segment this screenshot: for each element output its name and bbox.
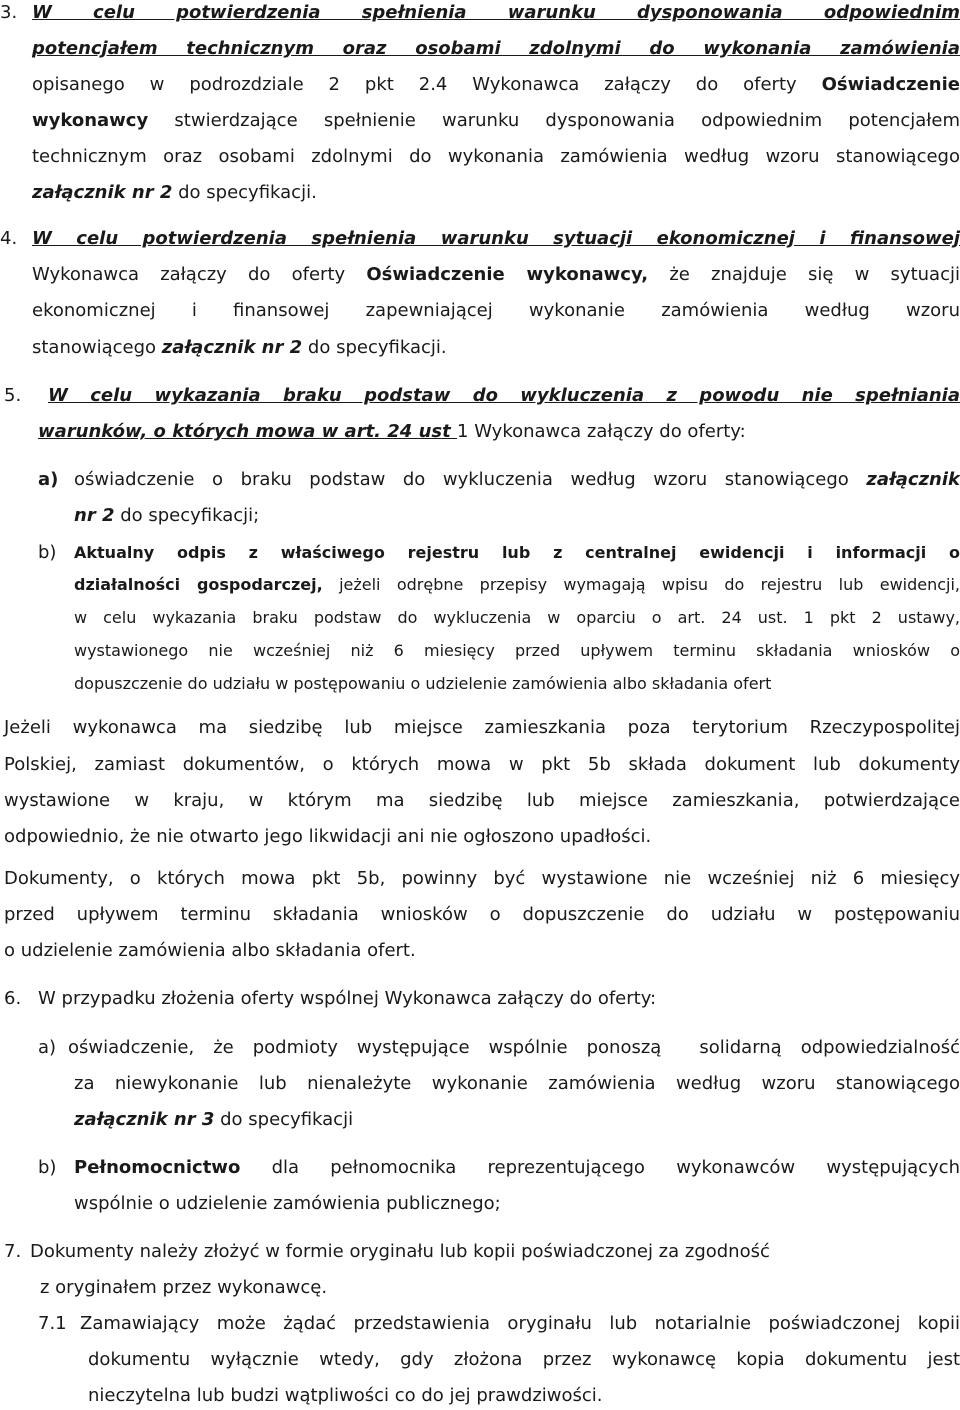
sec6-b-line1 (74, 1157, 960, 1179)
para2-line1: Dokumenty, o których mowa pkt 5b, powinny być wystawione nie wcześniej niż 6 miesięcy (4, 868, 960, 889)
sec4-text-4b: do specyfikacji. (307, 337, 447, 358)
sec6-a-attachment: załącznik nr 3 (74, 1109, 215, 1130)
para1-line1: Jeżeli wykonawca ma siedzibę lub miejsce zamieszkania poza terytorium Rzeczypospolitej (4, 717, 960, 738)
sec6-text: W przypadku złożenia oferty wspólnej Wykonawca załączy do oferty: (38, 988, 657, 1009)
sec5-text-2: 1 Wykonawca załączy do oferty: (457, 421, 746, 442)
sec3-title-2: potencjałem technicznym oraz osobami zdolnymi do wykonania zamówienia (32, 38, 960, 59)
sec7-1-line3: nieczytelna lub budzi wątpliwości co do jej prawdziwości. (88, 1385, 603, 1406)
sec6-a-line2 (74, 1073, 960, 1095)
sec7-1-line1 (80, 1313, 960, 1335)
sec5-a-line2 (74, 505, 259, 527)
sec4-title: W celu potwierdzenia spełnienia warunku sytuacji ekonomicznej i finansowej (32, 228, 960, 249)
sec5-title-line2 (38, 421, 746, 443)
sec4-text-2a: Wykonawca załączy do oferty (32, 264, 346, 285)
sec3-text-5: technicznym oraz osobami zdolnymi do wykonania zamówienia według wzoru stanowiącego (32, 146, 960, 167)
sec6-a-line1 (68, 1037, 960, 1059)
sec5-b-line1 (74, 542, 960, 564)
sec4-bold-2: Oświadczenie wykonawcy, (366, 264, 649, 285)
sec5-b-text-5: dopuszczenie do udziału w postępowaniu o udzielenie zamówienia albo składania ofert (74, 674, 772, 693)
sec6-b-label: b) (38, 1157, 57, 1178)
sec6-a-text-3: do specyfikacji (220, 1109, 354, 1130)
sec5-b-text-4: wystawionego nie wcześniej niż 6 miesięcy przed upływem terminu składania wniosków o (74, 641, 960, 660)
sec6-a-text-2: za niewykonanie lub nienależyte wykonanie zamówienia według wzoru stanowiącego (74, 1073, 960, 1094)
sec4-text-2b: że znajduje się w sytuacji (669, 264, 960, 285)
sec5-b-line2 (74, 574, 960, 596)
sec5-b-text-2: jeżeli odrębne przepisy wymagają wpisu do rejestru lub ewidencji, (339, 575, 960, 594)
sec5-b-line4 (74, 640, 960, 662)
sec3-line3 (32, 74, 960, 96)
sec6-b-text: dla pełnomocnika reprezentującego wykonawców występujących (271, 1157, 960, 1178)
sec3-line6 (32, 182, 317, 204)
sec5-a-attachment: załącznik (866, 469, 960, 490)
sec3-bold-3: Oświadczenie (821, 74, 960, 95)
sec5-title-2: warunków, o których mowa w art. 24 ust (38, 421, 458, 442)
sec4-text-4a: stanowiącego (32, 337, 157, 358)
sec5-b-text-3: w celu wykazania braku podstaw do wykluczenia w oparciu o art. 24 ust. 1 pkt 2 ustawy, (74, 608, 960, 627)
sec5-a-line1 (74, 469, 960, 491)
sec7-line2: z oryginałem przez wykonawcę. (40, 1277, 328, 1298)
sec3-bold-4: wykonawcy (32, 110, 149, 131)
sec6-number: 6. (4, 988, 22, 1009)
sec7-1-text-2: dokumentu wyłącznie wtedy, gdy złożona przez wykonawcę kopia dokumentu jest (88, 1349, 960, 1370)
sec3-text-3: opisanego w podrozdziale 2 pkt 2.4 Wykonawca załączy do oferty (32, 74, 797, 95)
sec6-a-line3 (74, 1109, 353, 1131)
sec5-b-line5 (74, 673, 771, 695)
para2-line3: o udzielenie zamówienia albo składania ofert. (4, 940, 416, 961)
sec3-line4 (32, 110, 960, 132)
sec3-text-4: stwierdzające spełnienie warunku dysponowania odpowiednim potencjałem (174, 110, 960, 131)
sec7-1-number: 7.1 (38, 1313, 67, 1334)
sec4-number: 4. (0, 228, 18, 249)
sec6-a-label: a) (38, 1037, 57, 1058)
sec5-title-1: W celu wykazania braku podstaw do wykluczenia z powodu nie spełniania (48, 385, 960, 406)
sec3-attachment-ref: załącznik nr 2 (32, 182, 173, 203)
sec7-1-text: Zamawiający może żądać przedstawienia oryginału lub notarialnie poświadczonej kopii (80, 1313, 960, 1334)
sec5-number: 5. (4, 385, 22, 406)
sec5-a-text-2: do specyfikacji; (120, 505, 260, 526)
para1-line4: odpowiednio, że nie otwarto jego likwidacji ani nie ogłoszono upadłości. (4, 826, 652, 847)
sec4-text-3: ekonomicznej i finansowej zapewniającej wykonanie zamówienia według wzoru (32, 300, 960, 321)
para1-line2: Polskiej, zamiast dokumentów, o których mowa w pkt 5b składa dokument lub dokumenty (4, 754, 960, 775)
sec5-a-marker: a) (38, 469, 59, 490)
sec5-b-label: b) (38, 542, 57, 563)
sec5-title-line1 (48, 385, 960, 407)
sec5-b-line3 (74, 607, 960, 629)
sec7-1-line2 (88, 1349, 960, 1371)
sec6-a-text: oświadczenie, że podmioty występujące wspólnie ponoszą solidarną odpowiedzialność (68, 1037, 960, 1058)
sec5-a-text: oświadczenie o braku podstaw do wykluczenia według wzoru stanowiącego (74, 469, 849, 490)
sec4-line3 (32, 300, 960, 322)
sec4-attachment-ref: załącznik nr 2 (161, 337, 303, 358)
para1-line3: wystawione w kraju, w którym ma siedzibę lub miejsce zamieszkania, potwierdzające (4, 790, 960, 811)
sec3-title-1: W celu potwierdzenia spełnienia warunku dysponowania odpowiednim (32, 2, 960, 23)
sec7-number: 7. (4, 1241, 22, 1262)
sec3-title-line2 (32, 38, 960, 60)
sec4-title-line (32, 228, 960, 250)
sec3-number: 3. (0, 2, 18, 23)
sec7-text: Dokumenty należy złożyć w formie oryginału lub kopii poświadczonej za zgodność (30, 1241, 770, 1262)
para2-line2: przed upływem terminu składania wniosków o dopuszczenie do udziału w postępowaniu (4, 904, 960, 925)
sec3-title-line1 (32, 2, 960, 24)
sec5-a-label (38, 469, 58, 491)
sec6-b-bold: Pełnomocnictwo (74, 1157, 241, 1178)
sec3-line5 (32, 146, 960, 168)
sec3-text-6: do specyfikacji. (178, 182, 317, 203)
sec6-b-line2: wspólnie o udzielenie zamówienia publicznego; (74, 1193, 501, 1214)
sec5-a-attachment-nr: nr 2 (74, 505, 115, 526)
sec4-line2 (32, 264, 960, 286)
sec5-b-bold: Aktualny odpis z właściwego rejestru lub z centralnej ewidencji i informacji o (74, 543, 960, 562)
sec4-line4 (32, 337, 447, 359)
sec5-b-bold-2: działalności gospodarczej, (74, 575, 323, 594)
